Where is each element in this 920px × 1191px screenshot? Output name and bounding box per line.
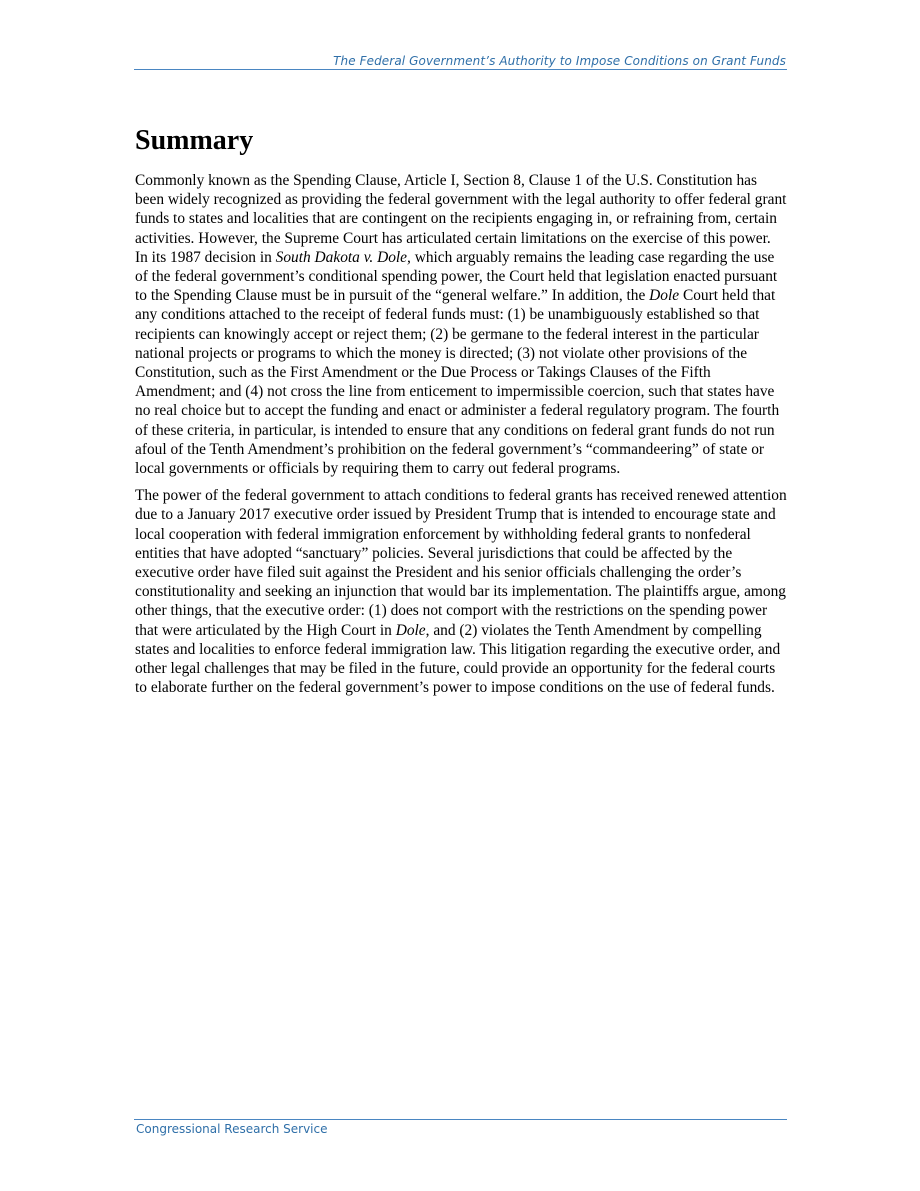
summary-paragraph-1 xyxy=(135,171,787,478)
document-body xyxy=(135,122,787,705)
header-divider xyxy=(134,69,787,70)
paragraph-text: which arguably remains the leading case regarding the use of the federal government’s conditional spending power, the Court held that legislation enacted pursuant to the Spending Clause must be in pursuit of the “general welfare.” In addition, the xyxy=(135,248,778,305)
footer-organization: Congressional Research Service xyxy=(136,1122,328,1136)
case-citation: Dole xyxy=(395,621,426,639)
case-citation: South Dakota v. Dole, xyxy=(275,248,411,266)
paragraph-text: , and (2) violates the Tenth Amendment by compelling states and localities to enforce federal immigration law. This litigation regarding the executive order, and other legal challenges that may be filed in the future, could provide an opportunity for the federal courts to elaborate further on the federal government’s power to impose conditions on the use of federal funds. xyxy=(135,621,781,697)
summary-paragraph-2 xyxy=(135,486,787,697)
footer-divider xyxy=(134,1119,787,1120)
paragraph-text: The power of the federal government to attach conditions to federal grants has received renewed attention due to a January 2017 executive order issued by President Trump that is intended to encourage state and local cooperation with federal immigration enforcement by withholding federal grants to nonfederal entities that have adopted “sanctuary” policies. Several jurisdictions that could be affected by the executive order have filed suit against the President and his senior officials challenging the order’s constitutionality and seeking an injunction that would bar its implementation. The plaintiffs argue, among other things, that the executive order: (1) does not comport with the restrictions on the spending power that were articulated by the High Court in xyxy=(135,487,787,639)
running-header-title: The Federal Government’s Authority to Impose Conditions on Grant Funds xyxy=(333,54,786,68)
paragraph-text: Commonly known as the Spending Clause, Article I, Section 8, Clause 1 of the U.S. Constitution has been widely recognized as providing the federal government with the legal authority to offer federal grant funds to states and localities that are contingent on the recipients engaging in, or refraining from, certain activities. However, the Supreme Court has articulated certain limitations on the exercise of this power. In its 1987 decision in xyxy=(135,172,787,266)
case-citation: Dole xyxy=(649,287,680,305)
page-title: Summary xyxy=(135,125,254,156)
paragraph-text: Court held that any conditions attached to the receipt of federal funds must: (1) be unambiguously established so that recipients can knowingly accept or reject them; (2) be germane to the federal interest in the particular national projects or programs to which the money is directed; (3) not violate other provisions of the Constitution, such as the First Amendment or the Due Process or Takings Clauses of the Fifth Amendment; and (4) not cross the line from enticement to impermissible coercion, such that states have no real choice but to accept the funding and enact or administer a federal regulatory program. The fourth of these criteria, in particular, is intended to ensure that any conditions on federal grant funds do not run afoul of the Tenth Amendment’s prohibition on the federal government’s “commandeering” of state or local governments or officials by requiring them to carry out federal programs. xyxy=(135,287,780,478)
